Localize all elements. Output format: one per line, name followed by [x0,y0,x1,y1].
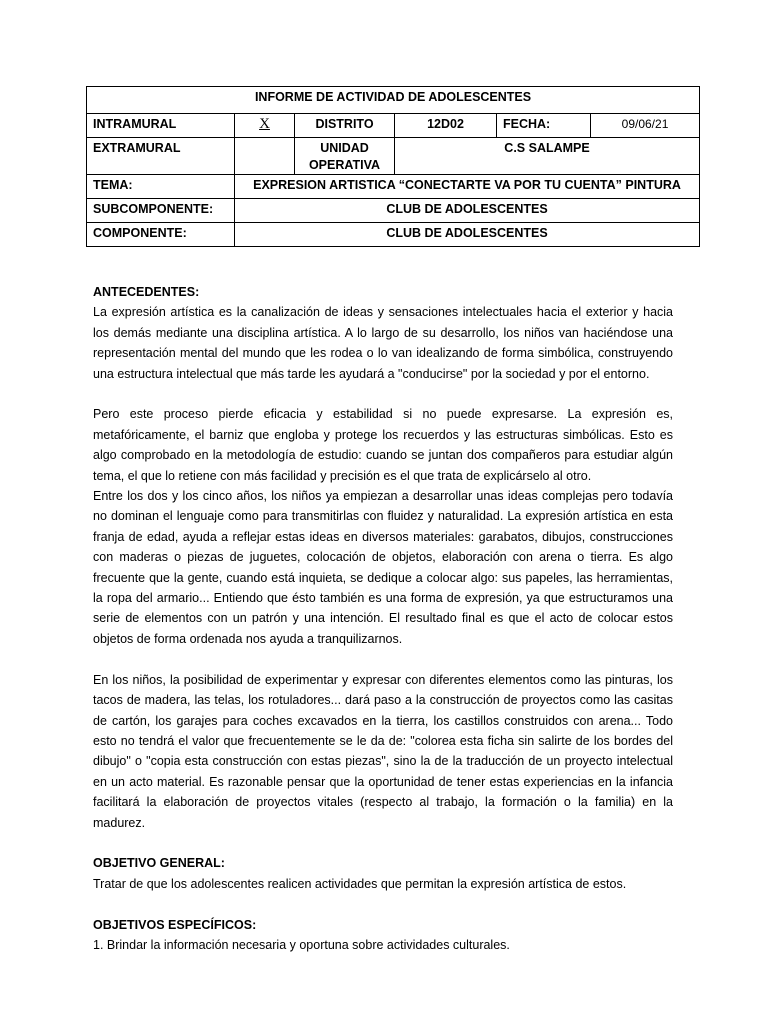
intramural-mark-cell [235,114,295,138]
unidad-operativa-label: UNIDAD OPERATIVA [295,138,395,175]
antecedentes-heading: ANTECEDENTES: [93,285,200,299]
report-header-table [86,86,700,247]
spacer [93,833,673,853]
fecha-label: FECHA: [497,114,591,138]
extramural-mark-cell [235,138,295,175]
spacer [93,384,673,404]
objetivo-general-text: Tratar de que los adolescentes realicen actividades que permitan la expresión artística de estos. [93,876,627,891]
objetivos-especificos-heading: OBJETIVOS ESPECÍFICOS: [93,917,257,932]
tema-value: EXPRESION ARTISTICA “CONECTARTE VA POR TU CUENTA” PINTURA [235,175,700,199]
intramural-mark: X [259,116,270,132]
objetivo-especifico-item: 1. Brindar la información necesaria y oportuna sobre actividades culturales. [93,937,510,952]
componente-value: CLUB DE ADOLESCENTES [235,223,700,247]
antecedentes-paragraph-1: La expresión artística es la canalización de ideas y sensaciones intelectuales hacia el exterior y hacia los demás mediante una disciplina artística. A lo largo de su desarrollo, los niños van haciéndose una representación mental del mundo que les rodea o lo van idealizando de forma simbólica, construyendo una estructura intelectual que más tarde les ayudará a "conducirse" por la sociedad y por el entorno. [93,305,673,381]
spacer [93,649,673,669]
report-body [93,282,673,955]
antecedentes-paragraph-2: Pero este proceso pierde eficacia y estabilidad si no puede expresarse. La expresión es, metafóricamente, el barniz que engloba y protege los recuerdos y las estructuras simbólicas. Esto es algo comprobado en la metodología de estudio: cuando se juntan dos compañeros para estudiar algún tema, el que lo retiene con más facilidad y precisión es el que trata de explicárselo al otro. [93,407,673,483]
fecha-value: 09/06/21 [591,114,700,138]
objetivo-general-heading: OBJETIVO GENERAL: [93,856,225,871]
extramural-label: EXTRAMURAL [87,138,235,175]
subcomponente-label: SUBCOMPONENTE: [87,199,235,223]
report-title: INFORME DE ACTIVIDAD DE ADOLESCENTES [87,87,700,114]
unidad-operativa-value: C.S SALAMPE [395,138,700,175]
spacer [93,894,673,914]
distrito-label: DISTRITO [295,114,395,138]
componente-label: COMPONENTE: [87,223,235,247]
subcomponente-value: CLUB DE ADOLESCENTES [235,199,700,223]
tema-label: TEMA: [87,175,235,199]
antecedentes-paragraph-3: Entre los dos y los cinco años, los niños ya empiezan a desarrollar unas ideas complejas pero todavía no dominan el lenguaje como para transmitirlas con fluidez y naturalidad. La expresión artística en esta franja de edad, ayuda a reflejar estas ideas en diversos materiales: garabatos, dibujos, construcciones con maderas o piezas de juguetes, colocación de objetos, elaboración con arena o tierra. Es algo frecuente que la gente, cuando está inquieta, se dedique a colocar algo: sus papeles, las herramientas, la ropa del armario... Entiendo que ésto también es una forma de expresión, ya que estructuramos una serie de elementos con un patrón y una intención. El resultado final es que el acto de colocar estos objetos de forma ordenada nos ayuda a tranquilizarnos. [93,489,673,646]
intramural-label: INTRAMURAL [87,114,235,138]
distrito-value: 12D02 [395,114,497,138]
antecedentes-paragraph-4: En los niños, la posibilidad de experimentar y expresar con diferentes elementos como las pinturas, los tacos de madera, las telas, los rotuladores... dará paso a la construcción de proyectos como las casitas de cartón, los garajes para coches excavados en la tierra, los castillos construidos con arena... Todo esto no tendrá el valor que frecuentemente se le da de: "colorea esta ficha sin salirte de los bordes del dibujo" o "copia esta construcción con estas piezas", sino la de la traducción de un proyecto intelectual en un acto material. Es razonable pensar que la oportunidad de tener estas experiencias en la infancia facilitará la elaboración de proyectos vitales (respecto al trabajo, la formación o la familia) en la madurez. [93,672,673,830]
